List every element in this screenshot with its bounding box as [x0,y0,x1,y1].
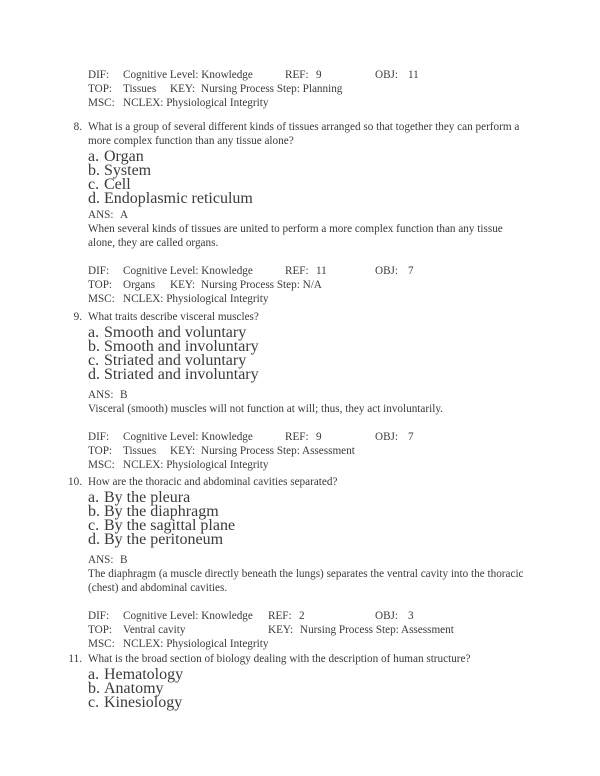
option-letter: d. [88,190,100,207]
obj-label: OBJ: [375,69,399,81]
option-list [0,666,600,711]
key-label: KEY: [170,445,196,457]
key-value: Nursing Process Step: N/A [201,279,322,291]
question-number: 10. [68,476,82,488]
msc-value: NCLEX: Physiological Integrity [123,97,269,109]
option-text: Striated and voluntary [104,352,247,369]
metadata-row-top [88,82,548,96]
option-letter: c. [88,517,100,534]
option-text: Endoplasmic reticulum [104,190,253,207]
ans-label: ANS: [88,554,114,566]
question-number: 8. [73,121,82,133]
ref-value: 9 [316,431,322,443]
option-item[interactable] [0,366,600,383]
dif-label: DIF: [88,69,110,81]
ref-value: 11 [316,265,327,277]
question-stem: What is the broad section of biology dealing with the description of human structure? [88,653,471,665]
option-item[interactable] [0,680,600,697]
top-label: TOP: [88,83,113,95]
dif-label: DIF: [88,610,110,622]
option-text: By the peritoneum [104,531,224,548]
option-item[interactable] [0,190,600,207]
metadata-block [88,430,548,472]
obj-value: 7 [408,265,414,277]
option-item[interactable] [0,324,600,341]
option-item[interactable] [0,503,600,520]
option-list [0,148,600,207]
key-value: Nursing Process Step: Assessment [201,445,355,457]
msc-value: NCLEX: Physiological Integrity [123,638,269,650]
dif-value: Cognitive Level: Knowledge [123,431,253,443]
option-text: By the sagittal plane [104,517,236,534]
dif-value: Cognitive Level: Knowledge [123,69,253,81]
msc-label: MSC: [88,293,115,305]
obj-label: OBJ: [375,265,399,277]
ref-value: 2 [299,610,305,622]
metadata-row-msc [88,292,548,306]
option-letter: d. [88,366,100,383]
question-stem: What is a group of several different kinds of tissues arranged so that together they can perform a more complex function than any tissue alone? [88,121,520,147]
rationale-text: When several kinds of tissues are united to perform a more complex function than any tissue alone, they are called organs. [88,223,503,249]
dif-label: DIF: [88,265,110,277]
ans-value: B [120,554,128,566]
top-value: Tissues [123,83,157,95]
option-text: Kinesiology [104,694,183,711]
ref-label: REF: [285,431,309,443]
question-stem: How are the thoracic and abdominal cavities separated? [88,476,338,488]
option-letter: b. [88,503,100,520]
obj-value: 11 [408,69,419,81]
option-letter: c. [88,352,100,369]
top-value: Ventral cavity [123,624,186,636]
ans-label: ANS: [88,389,114,401]
option-item[interactable] [0,489,600,506]
msc-value: NCLEX: Physiological Integrity [123,459,269,471]
option-item[interactable] [0,338,600,355]
metadata-row-dif [88,264,548,278]
option-text: Striated and involuntary [104,366,259,383]
option-letter: b. [88,680,100,697]
ans-label: ANS: [88,209,114,221]
top-label: TOP: [88,624,113,636]
option-item[interactable] [0,162,600,179]
option-text: By the pleura [104,489,191,506]
dif-value: Cognitive Level: Knowledge [123,265,253,277]
question-stem: What traits describe visceral muscles? [88,311,259,323]
option-list [0,324,600,383]
msc-label: MSC: [88,459,115,471]
metadata-row-top [88,278,548,292]
option-letter: c. [88,176,100,193]
option-item[interactable] [0,531,600,548]
dif-label: DIF: [88,431,110,443]
answer-line [88,388,528,402]
metadata-block [88,609,548,651]
metadata-row-msc [88,458,548,472]
option-text: Smooth and involuntary [104,338,259,355]
rationale-text: Visceral (smooth) muscles will not function at will; thus, they act involuntarily. [88,403,443,415]
option-text: Hematology [104,666,184,683]
option-text: Organ [104,148,144,165]
option-letter: a. [88,489,100,506]
metadata-row-dif [88,68,548,82]
option-text: By the diaphragm [104,503,219,520]
answer-block [88,388,528,416]
key-label: KEY: [268,624,294,636]
option-letter: b. [88,338,100,355]
option-letter: c. [88,694,100,711]
metadata-block-top [88,68,548,110]
msc-value: NCLEX: Physiological Integrity [123,293,269,305]
option-item[interactable] [0,694,600,711]
obj-value: 7 [408,431,414,443]
option-list [0,489,600,548]
key-label: KEY: [170,279,196,291]
key-value: Nursing Process Step: Planning [201,83,343,95]
ref-value: 9 [316,69,322,81]
option-item[interactable] [0,666,600,683]
ans-value: B [120,389,128,401]
metadata-row-top [88,623,548,637]
answer-block [88,553,528,595]
metadata-row-msc [88,637,548,651]
metadata-block [88,264,548,306]
option-letter: a. [88,666,100,683]
metadata-row-dif [88,609,548,623]
answer-line [88,208,528,222]
question-number: 11. [68,653,82,665]
option-letter: b. [88,162,100,179]
obj-label: OBJ: [375,431,399,443]
option-text: Anatomy [104,680,164,697]
option-letter: a. [88,324,100,341]
answer-line [88,553,528,567]
option-item[interactable] [0,352,600,369]
metadata-row-top [88,444,548,458]
option-text: Cell [104,176,131,193]
top-label: TOP: [88,279,113,291]
top-value: Tissues [123,445,157,457]
dif-value: Cognitive Level: Knowledge [123,610,253,622]
question-number: 9. [73,311,82,323]
key-value: Nursing Process Step: Assessment [300,624,454,636]
option-text: Smooth and voluntary [104,324,247,341]
top-value: Organs [123,279,156,291]
obj-value: 3 [408,610,414,622]
obj-label: OBJ: [375,610,399,622]
msc-label: MSC: [88,638,115,650]
msc-label: MSC: [88,97,115,109]
metadata-row-dif [88,430,548,444]
answer-block [88,208,528,250]
key-label: KEY: [170,83,196,95]
top-label: TOP: [88,445,113,457]
ref-label: REF: [285,69,309,81]
metadata-row-msc [88,96,548,110]
option-letter: d. [88,531,100,548]
option-item[interactable] [0,176,600,193]
option-item[interactable] [0,517,600,534]
option-text: System [104,162,152,179]
rationale-text: The diaphragm (a muscle directly beneath the lungs) separates the ventral cavity into the thoracic (chest) and abdominal cavities. [88,568,524,594]
option-letter: a. [88,148,100,165]
ans-value: A [120,209,129,221]
ref-label: REF: [285,265,309,277]
ref-label: REF: [268,610,292,622]
option-item[interactable] [0,148,600,165]
